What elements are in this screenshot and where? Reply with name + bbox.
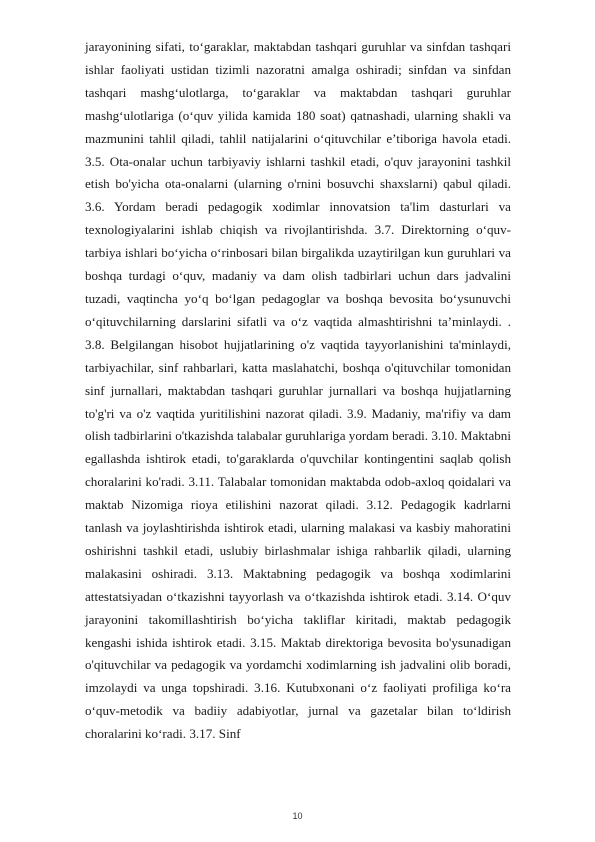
page-number: 10 — [292, 811, 303, 821]
body-paragraph: jarayonining sifati, to‘garaklar, maktabdan tashqari guruhlar va sinfdan tashqari ishlar faoliyati ustidan tizimli nazoratni amalga oshiradi; sinfdan va sinfdan tashqari mashg‘ulotlarga, to‘garaklar va maktabdan tashqari guruhlar mashg‘ulotlariga (o‘quv yilida kamida 180 soat) qatnashadi, ularning shakli va mazmunini tahlil qiladi, tahlil natijalarini o‘qituvchilar e’tiboriga havola etadi. 3.5. Ota-onalar uchun tarbiyaviy ishlarni tashkil etadi, o'quv jarayonini tashkil etish bo'yicha ota-onalarni (ularning o'rnini bosuvchi shaxslarni) qabul qiladi. 3.6. Yordam beradi pedagogik xodimlar innovatsion ta'lim dasturlari va texnologiyalarini ishlab chiqish va rivojlantirishda. 3.7. Direktorning o‘quv-tarbiya ishlari bo‘yicha o‘rinbosari bilan birgalikda uzaytirilgan kun guruhlari va boshqa turdagi o‘quv, madaniy va dam olish tadbirlari uchun dars jadvalini tuzadi, vaqtincha yo‘q bo‘lgan pedagoglar va boshqa bevosita bo‘ysunuvchi o‘qituvchilarning darslarini sifatli va o‘z vaqtida almashtirishni ta’minlaydi. . 3.8. Belgilangan hisobot hujjatlarining o'z vaqtida tayyorlanishini ta'minlaydi, tarbiyachilar, sinf rahbarlari, katta maslahatchi, boshqa o'qituvchilar tomonidan sinf jurnallari, maktabdan tashqari guruhlar jurnallari va boshqa hujjatlarning to'g'ri va o'z vaqtida yuritilishini nazorat qiladi. 3.9. Madaniy, ma'rifiy va dam olish tadbirlarini o'tkazishda talabalar guruhlariga yordam beradi. 3.10. Maktabni egallashda ishtirok etadi, to'garaklarda o'quvchilar kontingentini saqlab qolish choralarini ko'radi. 3.11. Talabalar tomonidan maktabda odob-axloq qoidalari va maktab Nizomiga rioya etilishini nazorat qiladi. 3.12. Pedagogik kadrlarni tanlash va joylashtirishda ishtirok etadi, ularning malakasi va kasbiy mahoratini oshirishni tashkil etadi, uslubiy birlashmalar ishiga rahbarlik qiladi, ularning malakasini oshiradi. 3.13. Maktabning pedagogik va boshqa xodimlarini attestatsiyadan o‘tkazishni tayyorlash va o‘tkazishda ishtirok etadi. 3.14. O‘quv jarayonini takomillashtirish bo‘yicha takliflar kiritadi, maktab pedagogik kengashi ishida ishtirok etadi. 3.15. Maktab direktoriga bevosita bo'ysunadigan o'qituvchilar va pedagogik va yordamchi xodimlarning ish jadvalini olib boradi, imzolaydi va unga topshiradi. 3.16. Kutubxonani o‘z faoliyati profiliga ko‘ra o‘quv-metodik va badiiy adabiyotlar, jurnal va gazetalar bilan to‘ldirish choralarini ko‘radi. 3.17. Sinf — [85, 39, 511, 742]
